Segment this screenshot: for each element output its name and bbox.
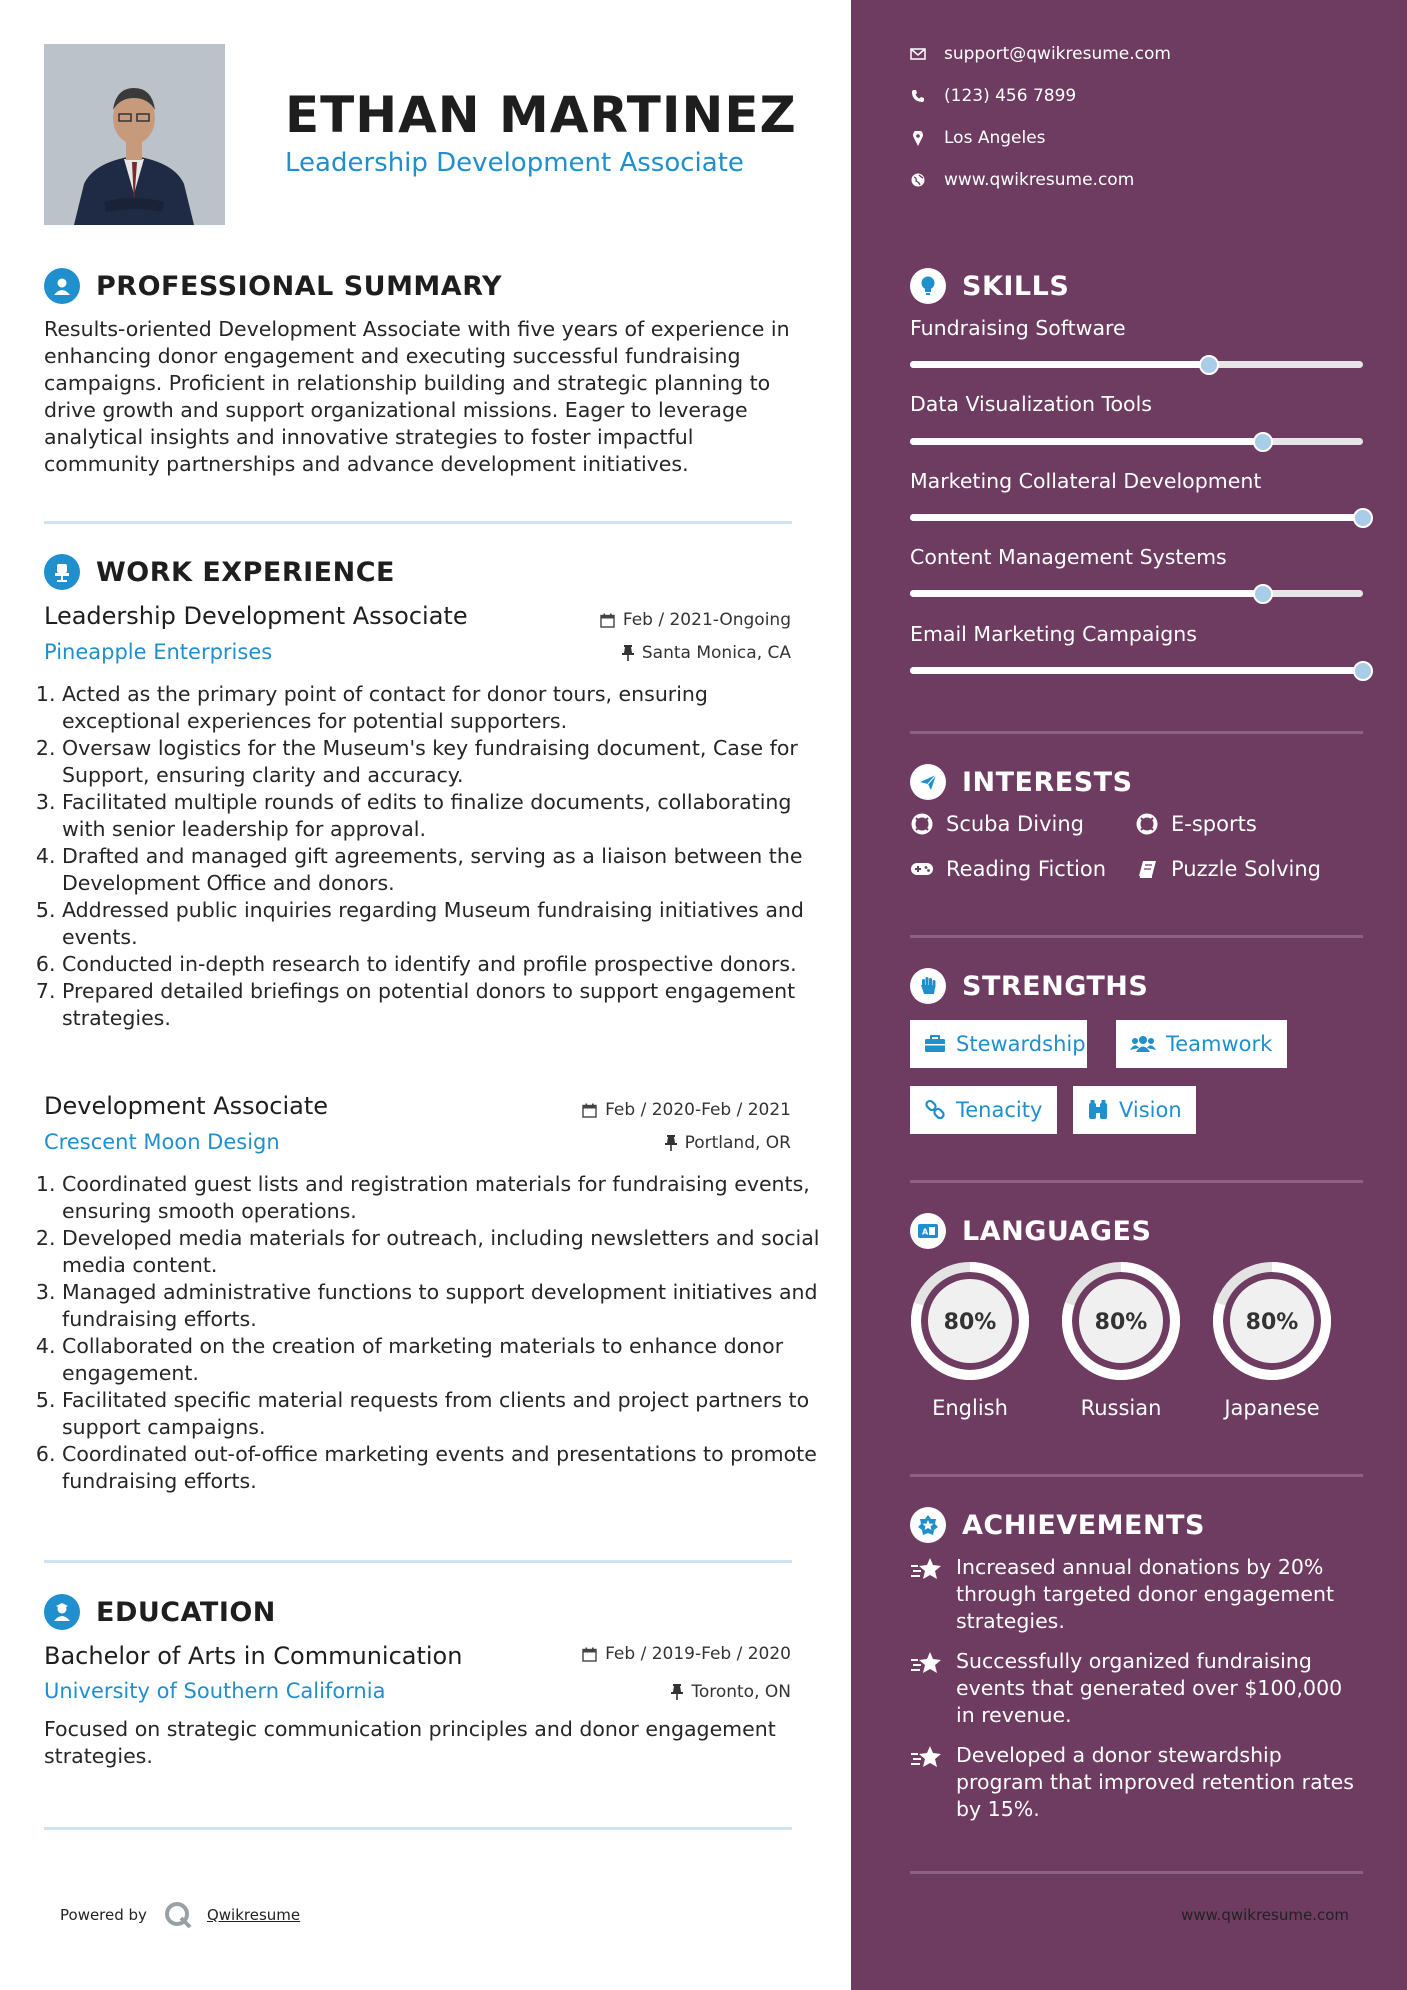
interests-header bbox=[910, 764, 1133, 800]
skill-bar bbox=[910, 590, 1363, 597]
achievement-item: Developed a donor stewardship program that improved retention rates by 15%. bbox=[910, 1742, 1370, 1823]
strength-badge: Teamwork bbox=[1116, 1020, 1287, 1068]
calendar-icon bbox=[582, 1647, 597, 1662]
contact-email[interactable]: support@qwikresume.com bbox=[910, 44, 1171, 64]
language-percent: 80% bbox=[1245, 1310, 1299, 1335]
divider bbox=[910, 1474, 1363, 1477]
job-location: Santa Monica, CA bbox=[622, 643, 791, 663]
education-location: Toronto, ON bbox=[671, 1682, 791, 1702]
divider bbox=[910, 731, 1363, 734]
shooting-star-icon bbox=[910, 1554, 944, 1635]
contact-location: Los Angeles bbox=[910, 128, 1046, 148]
svg-text:A: A bbox=[922, 1227, 929, 1237]
powered-by-label: Powered by bbox=[60, 1906, 147, 1924]
skill-bar-fill bbox=[910, 438, 1263, 445]
skill-bar bbox=[910, 514, 1363, 521]
education-title: EDUCATION bbox=[96, 1596, 276, 1628]
job-duties-list bbox=[38, 681, 822, 1032]
shooting-star-icon bbox=[910, 1648, 944, 1729]
experience-title: WORK EXPERIENCE bbox=[96, 556, 395, 588]
achievements-title: ACHIEVEMENTS bbox=[962, 1509, 1205, 1541]
summary-header bbox=[44, 268, 502, 304]
book-icon bbox=[1135, 859, 1159, 879]
skill-bar-fill bbox=[910, 514, 1363, 521]
lightbulb-icon bbox=[910, 268, 946, 304]
list-item: 1. Coordinated guest lists and registration materials for fundraising events, ensuring smooth operations. bbox=[62, 1171, 822, 1225]
summary-text: Results-oriented Development Associate with five years of experience in enhancing donor engagement and executing successful fundraising campaigns. Proficient in relationship building and strategic planning to drive growth and support organizational missions. Eager to leverage analytical insights and innovative strategies to foster impactful community partnerships and advance development initiatives. bbox=[44, 317, 790, 476]
contact-website[interactable]: www.qwikresume.com bbox=[910, 170, 1134, 190]
achievement-item: Increased annual donations by 20% through targeted donor engagement strategies. bbox=[910, 1554, 1370, 1635]
education-text: Focused on strategic communication principles and donor engagement strategies. bbox=[44, 1717, 776, 1768]
interest-item: Scuba Diving bbox=[910, 812, 1084, 836]
qwikresume-logo-icon bbox=[163, 1900, 193, 1930]
pin-icon bbox=[665, 1135, 677, 1151]
shooting-star-icon bbox=[910, 1742, 944, 1823]
graduate-icon bbox=[44, 1594, 80, 1630]
star-badge-icon bbox=[910, 1507, 946, 1543]
paper-plane-icon bbox=[910, 764, 946, 800]
strength-badge: Tenacity bbox=[910, 1086, 1057, 1134]
job-date: Feb / 2021-Ongoing bbox=[600, 610, 791, 630]
translate-icon bbox=[910, 1213, 946, 1249]
list-item: 4. Collaborated on the creation of marketing materials to enhance donor engagement. bbox=[62, 1333, 822, 1387]
summary-title: PROFESSIONAL SUMMARY bbox=[96, 270, 503, 302]
skill-name: Marketing Collateral Development bbox=[910, 469, 1262, 493]
language-percent: 80% bbox=[1094, 1310, 1148, 1335]
candidate-title: Leadership Development Associate bbox=[285, 148, 744, 178]
strengths-header bbox=[910, 968, 1148, 1004]
skill-name: Data Visualization Tools bbox=[910, 392, 1152, 416]
job-duties-list bbox=[38, 1171, 822, 1495]
map-pin-icon bbox=[910, 131, 926, 146]
skill-bar bbox=[910, 438, 1363, 445]
school-name: University of Southern California bbox=[44, 1679, 386, 1703]
contact-phone[interactable]: (123) 456 7899 bbox=[910, 86, 1076, 106]
language-name: Russian bbox=[1080, 1396, 1162, 1420]
skill-bar-fill bbox=[910, 667, 1363, 674]
job-date: Feb / 2020-Feb / 2021 bbox=[582, 1100, 791, 1120]
languages-header bbox=[910, 1213, 1151, 1249]
interest-item: Puzzle Solving bbox=[1135, 857, 1321, 881]
divider bbox=[44, 1560, 792, 1563]
language-gauge bbox=[1211, 1260, 1333, 1386]
skill-bar-fill bbox=[910, 361, 1209, 368]
pin-icon bbox=[671, 1684, 683, 1700]
list-item: 5. Facilitated specific material requests from clients and project partners to support campaigns. bbox=[62, 1387, 822, 1441]
life-ring-icon bbox=[1135, 813, 1159, 835]
divider bbox=[910, 1180, 1363, 1183]
list-item: 1. Acted as the primary point of contact for donor tours, ensuring exceptional experiences for potential supporters. bbox=[62, 681, 822, 735]
skill-name: Content Management Systems bbox=[910, 545, 1227, 569]
list-item: 4. Drafted and managed gift agreements, serving as a liaison between the Development Office and donors. bbox=[62, 843, 822, 897]
language-name: English bbox=[932, 1396, 1008, 1420]
skill-bar-knob bbox=[1353, 661, 1373, 681]
divider bbox=[910, 1871, 1363, 1874]
profile-photo bbox=[44, 44, 225, 225]
envelope-icon bbox=[910, 48, 926, 60]
job-title: Development Associate bbox=[44, 1092, 329, 1120]
skill-bar bbox=[910, 361, 1363, 368]
briefcase-icon bbox=[924, 1035, 946, 1053]
strength-badge: Vision bbox=[1073, 1086, 1196, 1134]
raised-fist-icon bbox=[910, 968, 946, 1004]
language-gauge bbox=[1060, 1260, 1182, 1386]
candidate-name: ETHAN MARTINEZ bbox=[285, 86, 797, 144]
achievements-header bbox=[910, 1507, 1205, 1543]
interest-item: E-sports bbox=[1135, 812, 1257, 836]
list-item: 3. Managed administrative functions to support development initiatives and fundraising efforts. bbox=[62, 1279, 822, 1333]
degree-title: Bachelor of Arts in Communication bbox=[44, 1642, 463, 1670]
language-gauge bbox=[909, 1260, 1031, 1386]
skill-name: Email Marketing Campaigns bbox=[910, 622, 1197, 646]
interest-item: Reading Fiction bbox=[910, 857, 1106, 881]
user-icon bbox=[44, 268, 80, 304]
language-name: Japanese bbox=[1224, 1396, 1320, 1420]
calendar-icon bbox=[582, 1103, 597, 1118]
list-item: 7. Prepared detailed briefings on potential donors to support engagement strategies. bbox=[62, 978, 822, 1032]
skill-bar-knob bbox=[1353, 508, 1373, 528]
languages-title: LANGUAGES bbox=[962, 1215, 1152, 1247]
skill-name: Fundraising Software bbox=[910, 316, 1126, 340]
education-date: Feb / 2019-Feb / 2020 bbox=[582, 1644, 791, 1664]
experience-header bbox=[44, 554, 395, 590]
gamepad-icon bbox=[910, 861, 934, 877]
calendar-icon bbox=[600, 613, 615, 628]
phone-icon bbox=[910, 89, 926, 103]
strengths-title: STRENGTHS bbox=[962, 970, 1149, 1002]
users-icon bbox=[1130, 1035, 1156, 1053]
link-icon bbox=[924, 1099, 946, 1121]
skill-bar-fill bbox=[910, 590, 1263, 597]
skill-bar bbox=[910, 667, 1363, 674]
list-item: 3. Facilitated multiple rounds of edits to finalize documents, collaborating with senior leadership for approval. bbox=[62, 789, 822, 843]
achievement-item: Successfully organized fundraising events that generated over $100,000 in revenue. bbox=[910, 1648, 1370, 1729]
skills-header bbox=[910, 268, 1069, 304]
list-item: 5. Addressed public inquiries regarding Museum fundraising initiatives and events. bbox=[62, 897, 822, 951]
divider bbox=[44, 1827, 792, 1830]
powered-by bbox=[60, 1900, 300, 1930]
divider bbox=[910, 935, 1363, 938]
skill-bar-knob bbox=[1199, 355, 1219, 375]
language-percent: 80% bbox=[943, 1310, 997, 1335]
list-item: 6. Conducted in-depth research to identify and profile prospective donors. bbox=[62, 951, 822, 978]
binoculars-icon bbox=[1087, 1100, 1109, 1120]
education-header bbox=[44, 1594, 276, 1630]
chair-icon bbox=[44, 554, 80, 590]
footer-url[interactable]: www.qwikresume.com bbox=[1181, 1906, 1349, 1924]
list-item: 6. Coordinated out-of-office marketing events and presentations to promote fundraising efforts. bbox=[62, 1441, 822, 1495]
pin-icon bbox=[622, 645, 634, 661]
divider bbox=[44, 521, 792, 524]
life-ring-icon bbox=[910, 813, 934, 835]
job-location: Portland, OR bbox=[665, 1133, 791, 1153]
list-item: 2. Developed media materials for outreach, including newsletters and social media content. bbox=[62, 1225, 822, 1279]
strength-badge: Stewardship bbox=[910, 1020, 1087, 1068]
job-company: Crescent Moon Design bbox=[44, 1130, 280, 1154]
qwikresume-link[interactable]: Qwikresume bbox=[206, 1906, 301, 1924]
skills-title: SKILLS bbox=[962, 270, 1070, 302]
job-company: Pineapple Enterprises bbox=[44, 640, 273, 664]
list-item: 2. Oversaw logistics for the Museum's key fundraising document, Case for Support, ensuring clarity and accuracy. bbox=[62, 735, 822, 789]
interests-title: INTERESTS bbox=[962, 766, 1133, 798]
job-title: Leadership Development Associate bbox=[44, 602, 468, 630]
globe-icon bbox=[910, 173, 926, 187]
